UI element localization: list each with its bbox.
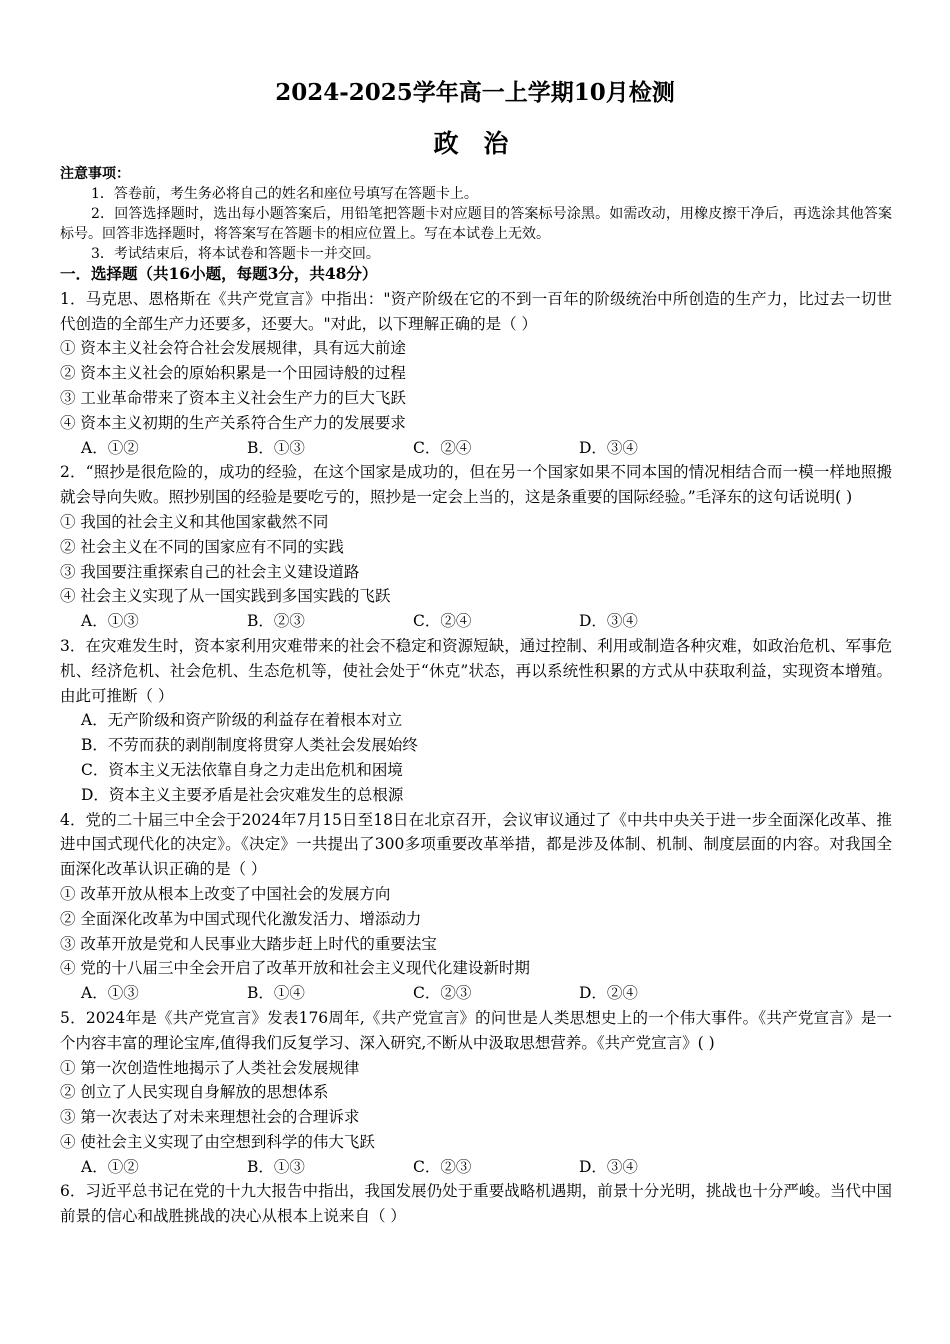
choice-b: B．②③	[247, 612, 305, 631]
question-3-option-c: C．资本主义无法依靠自身之力走出危机和困境	[81, 760, 403, 779]
question-1-item: ② 资本主义社会的原始积累是一个田园诗般的过程	[60, 364, 406, 383]
question-2-item: ① 我国的社会主义和其他国家截然不同	[60, 512, 329, 531]
question-6-stem: 6．习近平总书记在党的十九大报告中指出，我国发展仍处于重要战略机遇期，前景十分光明，挑战也十分严峻。当代中国前景的信心和战胜挑战的决心从根本上说来自（ ）	[60, 1182, 892, 1226]
choice-d: D．③④	[579, 1157, 638, 1176]
notes-block	[60, 164, 892, 264]
choice-d: D．②④	[579, 984, 638, 1003]
note-item: 1．答卷前，考生务必将自己的姓名和座位号填写在答题卡上。	[91, 186, 478, 202]
question-5-item: ③ 第一次表达了对未来理想社会的合理诉求	[60, 1108, 360, 1127]
exam-title: 2024-2025学年高一上学期10月检测	[275, 79, 675, 106]
choice-a: A．①②	[81, 438, 139, 457]
note-item: 3．考试结束后，将本试卷和答题卡一并交回。	[91, 246, 380, 262]
notes-heading: 注意事项：	[60, 166, 130, 182]
choice-b: B．①③	[247, 438, 305, 457]
choice-a: A．①③	[81, 612, 139, 631]
question-4-item: ② 全面深化改革为中国式现代化激发活力、增添动力	[60, 909, 422, 928]
question-4-choices	[60, 981, 892, 1006]
choice-a: A．①③	[81, 984, 139, 1003]
question-3-option-a: A．无产阶级和资产阶级的利益存在着根本对立	[81, 711, 403, 730]
question-5-choices	[60, 1155, 892, 1180]
question-3-stem: 3．在灾难发生时，资本家利用灾难带来的社会不稳定和资源短缺，通过控制、利用或制造各种灾难，如政治危机、军事危机、经济危机、社会危机、生态危机等，使社会处于“休克”状态，再以系统性积累的方式从中获取利益，实现资本增殖。由此可推断（ ）	[60, 636, 892, 705]
question-4-item: ④ 党的十八届三中全会开启了改革开放和社会主义现代化建设新时期	[60, 959, 530, 978]
subject-title: 政 治	[433, 129, 517, 158]
choice-c: C．②④	[413, 612, 472, 631]
question-3-option-d: D．资本主义主要矛盾是社会灾难发生的总根源	[81, 785, 404, 804]
choice-b: B．①④	[247, 984, 305, 1003]
question-5-item: ① 第一次创造性地揭示了人类社会发展规律	[60, 1058, 360, 1077]
questions-body	[60, 262, 892, 1229]
question-4-stem: 4．党的二十届三中全会于2024年7月15日至18日在北京召开，会议审议通过了《中共中央关于进一步全面深化改革、推进中国式现代化的决定》。《决定》一共提出了300多项重要改革举措，都是涉及体制、机制、制度层面的内容。对我国全面深化改革认识正确的是（ ）	[60, 810, 892, 879]
choice-a: A．①②	[81, 1157, 139, 1176]
choice-b: B．①③	[247, 1157, 305, 1176]
question-2-item: ④ 社会主义实现了从一国实践到多国实践的飞跃	[60, 587, 391, 606]
question-1-item: ① 资本主义社会符合社会发展规律，具有远大前途	[60, 339, 406, 358]
section-title: 一．选择题（共16小题，每题3分，共48分）	[60, 264, 378, 283]
question-4-item: ① 改革开放从根本上改变了中国社会的发展方向	[60, 884, 391, 903]
choice-c: C．②③	[413, 1157, 472, 1176]
question-4-item: ③ 改革开放是党和人民事业大踏步赶上时代的重要法宝	[60, 934, 437, 953]
question-5-item: ② 创立了人民实现自身解放的思想体系	[60, 1083, 329, 1102]
question-2-choices	[60, 609, 892, 634]
choice-d: D．③④	[579, 612, 638, 631]
question-1-choices	[60, 436, 892, 461]
choice-c: C．②③	[413, 984, 472, 1003]
question-2-item: ③ 我国要注重探索自己的社会主义建设道路	[60, 562, 360, 581]
choice-c: C．②④	[413, 438, 472, 457]
question-1-stem: 1．马克思、恩格斯在《共产党宣言》中指出："资产阶级在它的不到一百年的阶级统治中所创造的生产力，比过去一切世代创造的全部生产力还要多，还要大。"对此，以下理解正确的是（ ）	[60, 289, 892, 333]
question-2-stem: 2．“照抄是很危险的，成功的经验，在这个国家是成功的，但在另一个国家如果不同本国的情况相结合而一模一样地照搬就会导向失败。照抄别国的经验是要吃亏的，照抄是一定会上当的，这是条重要的国际经验。”毛泽东的这句话说明( )	[60, 463, 892, 507]
question-5-stem: 5．2024年是《共产党宣言》发表176周年,《共产党宣言》的问世是人类思想史上的一个伟大事件。《共产党宣言》是一个内容丰富的理论宝库,值得我们反复学习、深入研究,不断从中汲取思想营养。《共产党宣言》( )	[60, 1008, 892, 1052]
question-2-item: ② 社会主义在不同的国家应有不同的实践	[60, 537, 344, 556]
question-1-item: ④ 资本主义初期的生产关系符合生产力的发展要求	[60, 413, 406, 432]
question-5-item: ④ 使社会主义实现了由空想到科学的伟大飞跃	[60, 1132, 375, 1151]
question-3-option-b: B．不劳而获的剥削制度将贯穿人类社会发展始终	[81, 736, 418, 755]
question-1-item: ③ 工业革命带来了资本主义社会生产力的巨大飞跃	[60, 388, 406, 407]
choice-d: D．③④	[579, 438, 638, 457]
note-item: 2．回答选择题时，选出每小题答案后，用铅笔把答题卡对应题目的答案标号涂黑。如需改动，用橡皮擦干净后，再选涂其他答案标号。回答非选择题时，将答案写在答题卡的相应位置上。写在本试卷上无效。	[60, 206, 892, 242]
